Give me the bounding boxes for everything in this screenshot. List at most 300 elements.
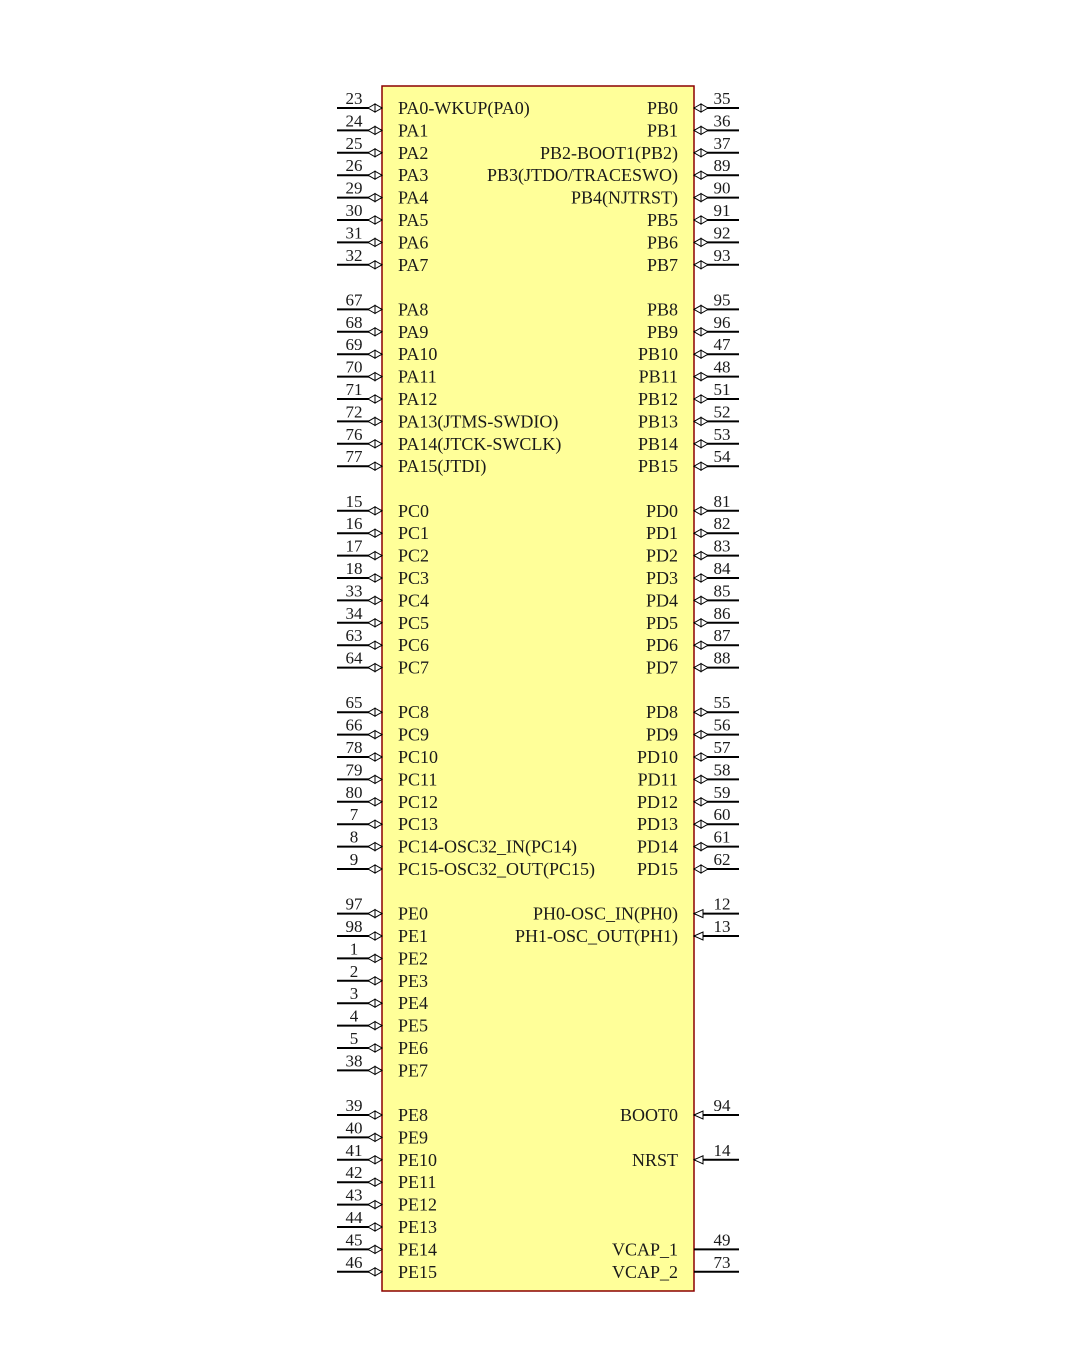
pin-output-arrow-icon bbox=[368, 641, 375, 649]
pin-name: PD13 bbox=[636, 814, 678, 835]
pin-input-arrow-icon bbox=[694, 619, 701, 627]
pin-number: 54 bbox=[713, 447, 731, 467]
pin-input-arrow-icon bbox=[375, 529, 382, 537]
pin-input-arrow-icon bbox=[375, 1066, 382, 1074]
pin-output-arrow-icon bbox=[368, 261, 375, 269]
pin-number: 89 bbox=[713, 156, 731, 176]
pin-number: 36 bbox=[713, 111, 731, 131]
pin-name: PA6 bbox=[398, 232, 429, 253]
pin-input-arrow-icon bbox=[375, 1201, 382, 1209]
pin-output-arrow-icon bbox=[701, 171, 708, 179]
pin-number: 49 bbox=[713, 1230, 731, 1250]
pin-name: PB0 bbox=[646, 98, 678, 118]
pin-number: 94 bbox=[713, 1096, 731, 1115]
pin-input-arrow-icon bbox=[694, 552, 701, 560]
pin-input-arrow-icon bbox=[375, 932, 382, 940]
pin-output-arrow-icon bbox=[368, 126, 375, 134]
pin-output-arrow-icon bbox=[368, 619, 375, 627]
pin-name: PC6 bbox=[398, 635, 430, 656]
pin-name: PE12 bbox=[398, 1194, 438, 1215]
pin-output-arrow-icon bbox=[368, 1223, 375, 1231]
pin-number: 56 bbox=[713, 715, 731, 735]
pin-input-arrow-icon bbox=[375, 1245, 382, 1253]
pin-name: PD5 bbox=[645, 612, 678, 633]
pin-input-arrow-icon bbox=[694, 507, 701, 515]
pin-output-arrow-icon bbox=[701, 865, 708, 873]
pin-number: 73 bbox=[713, 1252, 731, 1272]
pin-input-arrow-icon bbox=[375, 1178, 382, 1186]
pin-name: PH0-OSC_IN(PH0) bbox=[532, 903, 678, 924]
pin-input-arrow-icon bbox=[694, 1156, 703, 1164]
pin-output-arrow-icon bbox=[368, 1178, 375, 1186]
pin-output-arrow-icon bbox=[701, 373, 708, 381]
pin-input-arrow-icon bbox=[375, 1044, 382, 1052]
pin-name: PA8 bbox=[398, 299, 429, 320]
pin-input-arrow-icon bbox=[694, 641, 701, 649]
pin-input-arrow-icon bbox=[694, 865, 701, 873]
pin-input-arrow-icon bbox=[375, 552, 382, 560]
pin-number: 12 bbox=[713, 894, 731, 914]
pin-output-arrow-icon bbox=[368, 171, 375, 179]
pin-output-arrow-icon bbox=[368, 798, 375, 806]
pin-number: 42 bbox=[345, 1163, 363, 1183]
pin-number: 84 bbox=[713, 559, 731, 578]
pin-input-arrow-icon bbox=[375, 910, 382, 918]
pin-name: PC11 bbox=[398, 769, 438, 790]
pin-name: PB4(NJTRST) bbox=[570, 187, 678, 208]
pin-name: PE1 bbox=[398, 926, 429, 946]
pin-output-arrow-icon bbox=[368, 596, 375, 604]
pin-name: PB2-BOOT1(PB2) bbox=[539, 142, 678, 163]
pin-number: 67 bbox=[345, 290, 363, 310]
pin-output-arrow-icon bbox=[701, 731, 708, 739]
pin-output-arrow-icon bbox=[368, 843, 375, 851]
pin-output-arrow-icon bbox=[368, 999, 375, 1007]
pin-output-arrow-icon bbox=[701, 798, 708, 806]
pin-name: PB13 bbox=[637, 411, 678, 432]
pin-number: 34 bbox=[345, 603, 363, 623]
pin-name: PA4 bbox=[398, 187, 429, 208]
pin-input-arrow-icon bbox=[375, 708, 382, 716]
pin-number: 82 bbox=[713, 514, 731, 534]
pin-output-arrow-icon bbox=[368, 462, 375, 470]
pin-input-arrow-icon bbox=[375, 104, 382, 112]
pin-output-arrow-icon bbox=[368, 373, 375, 381]
pin-output-arrow-icon bbox=[368, 664, 375, 672]
pin-number: 61 bbox=[713, 827, 731, 847]
pin-input-arrow-icon bbox=[375, 417, 382, 425]
pin-name: VCAP_2 bbox=[611, 1261, 678, 1282]
pin-number: 70 bbox=[345, 357, 363, 377]
pin-number: 17 bbox=[345, 536, 363, 556]
pin-output-arrow-icon bbox=[701, 417, 708, 425]
pin-output-arrow-icon bbox=[368, 238, 375, 246]
pin-output-arrow-icon bbox=[368, 977, 375, 985]
pin-number: 18 bbox=[345, 559, 363, 578]
pin-name: PD8 bbox=[645, 702, 678, 723]
pin-number: 46 bbox=[345, 1252, 363, 1272]
pin-number: 37 bbox=[713, 133, 731, 153]
pin-output-arrow-icon bbox=[701, 753, 708, 761]
pin-number: 47 bbox=[713, 335, 731, 355]
pin-input-arrow-icon bbox=[375, 843, 382, 851]
pin-output-arrow-icon bbox=[368, 1133, 375, 1141]
pin-name: PE11 bbox=[398, 1172, 437, 1193]
pin-number: 24 bbox=[345, 111, 363, 131]
pin-name: PC10 bbox=[398, 747, 439, 767]
pin-name: NRST bbox=[631, 1149, 678, 1170]
pin-name: PA5 bbox=[398, 210, 429, 230]
pin-number: 48 bbox=[713, 357, 731, 377]
pin-name: PA2 bbox=[398, 142, 429, 163]
pin-output-arrow-icon bbox=[701, 305, 708, 313]
pin-name: PC15-OSC32_OUT(PC15) bbox=[398, 859, 596, 879]
pin-input-arrow-icon bbox=[694, 843, 701, 851]
pin-output-arrow-icon bbox=[368, 440, 375, 448]
pin-output-arrow-icon bbox=[368, 1066, 375, 1074]
pin-input-arrow-icon bbox=[375, 977, 382, 985]
pin-input-arrow-icon bbox=[375, 373, 382, 381]
pin-output-arrow-icon bbox=[368, 865, 375, 873]
pin-output-arrow-icon bbox=[368, 910, 375, 918]
pin-number: 33 bbox=[345, 581, 363, 601]
pin-name: PA13(JTMS-SWDIO) bbox=[398, 411, 559, 432]
pin-output-arrow-icon bbox=[701, 104, 708, 112]
pin-number: 44 bbox=[345, 1208, 363, 1227]
pin-name: PD0 bbox=[645, 500, 678, 521]
pin-input-arrow-icon bbox=[375, 261, 382, 269]
pin-number: 71 bbox=[345, 380, 363, 399]
pin-input-arrow-icon bbox=[375, 820, 382, 828]
pin-input-arrow-icon bbox=[375, 664, 382, 672]
pin-name: PD10 bbox=[636, 747, 678, 767]
pin-number: 25 bbox=[345, 133, 363, 153]
pin-number: 9 bbox=[349, 850, 359, 869]
pin-number: 15 bbox=[345, 491, 363, 511]
pin-input-arrow-icon bbox=[375, 328, 382, 336]
pin-name: PC1 bbox=[398, 523, 430, 544]
pin-input-arrow-icon bbox=[375, 596, 382, 604]
pin-input-arrow-icon bbox=[375, 440, 382, 448]
pin-output-arrow-icon bbox=[701, 843, 708, 851]
pin-number: 69 bbox=[345, 335, 363, 355]
pin-input-arrow-icon bbox=[375, 395, 382, 403]
pin-number: 51 bbox=[713, 380, 731, 399]
pin-number: 32 bbox=[345, 245, 363, 265]
pin-output-arrow-icon bbox=[368, 194, 375, 202]
pin-output-arrow-icon bbox=[701, 507, 708, 515]
pin-number: 39 bbox=[345, 1096, 363, 1115]
pin-input-arrow-icon bbox=[694, 216, 701, 224]
pin-output-arrow-icon bbox=[368, 731, 375, 739]
pin-output-arrow-icon bbox=[368, 775, 375, 783]
pin-number: 14 bbox=[713, 1140, 731, 1160]
pin-number: 53 bbox=[713, 424, 731, 444]
pin-input-arrow-icon bbox=[694, 194, 701, 202]
pin-input-arrow-icon bbox=[375, 462, 382, 470]
pin-input-arrow-icon bbox=[694, 910, 703, 918]
pin-input-arrow-icon bbox=[694, 775, 701, 783]
pin-number: 76 bbox=[345, 424, 363, 444]
pin-number: 77 bbox=[345, 447, 363, 467]
pin-number: 43 bbox=[345, 1185, 363, 1205]
pin-input-arrow-icon bbox=[694, 731, 701, 739]
pin-output-arrow-icon bbox=[368, 1111, 375, 1119]
pin-number: 30 bbox=[345, 201, 363, 220]
pin-output-arrow-icon bbox=[701, 664, 708, 672]
pin-number: 87 bbox=[713, 626, 731, 646]
pin-input-arrow-icon bbox=[375, 1223, 382, 1231]
pin-input-arrow-icon bbox=[694, 373, 701, 381]
pin-input-arrow-icon bbox=[375, 1022, 382, 1030]
pin-input-arrow-icon bbox=[694, 596, 701, 604]
pin-name: PC9 bbox=[398, 724, 430, 745]
pin-name: PA9 bbox=[398, 321, 429, 342]
pin-name: PB12 bbox=[637, 389, 678, 409]
pin-number: 68 bbox=[345, 312, 363, 332]
pin-input-arrow-icon bbox=[694, 261, 701, 269]
pin-name: PE13 bbox=[398, 1217, 438, 1237]
pin-number: 83 bbox=[713, 536, 731, 556]
pin-name: PB6 bbox=[646, 232, 678, 253]
pin-input-arrow-icon bbox=[375, 126, 382, 134]
pin-input-arrow-icon bbox=[694, 440, 701, 448]
pin-input-arrow-icon bbox=[694, 417, 701, 425]
pin-number: 41 bbox=[345, 1140, 363, 1160]
pin-number: 93 bbox=[713, 245, 731, 265]
pin-output-arrow-icon bbox=[368, 1268, 375, 1276]
pin-output-arrow-icon bbox=[701, 238, 708, 246]
pin-input-arrow-icon bbox=[375, 194, 382, 202]
pin-output-arrow-icon bbox=[701, 261, 708, 269]
pin-input-arrow-icon bbox=[375, 149, 382, 157]
pin-number: 90 bbox=[713, 178, 731, 198]
pin-output-arrow-icon bbox=[701, 126, 708, 134]
pin-name: PD12 bbox=[636, 791, 678, 812]
pin-name: PA11 bbox=[398, 366, 437, 387]
pin-number: 97 bbox=[345, 894, 363, 914]
pin-input-arrow-icon bbox=[375, 1111, 382, 1119]
pin-output-arrow-icon bbox=[701, 149, 708, 157]
pin-name: PE14 bbox=[398, 1239, 438, 1260]
pin-number: 58 bbox=[713, 760, 731, 780]
pin-output-arrow-icon bbox=[368, 1044, 375, 1052]
pin-output-arrow-icon bbox=[368, 574, 375, 582]
pin-name: PA1 bbox=[398, 120, 429, 141]
pin-number: 16 bbox=[345, 514, 363, 534]
pin-name: PE9 bbox=[398, 1127, 429, 1148]
pin-name: PA0-WKUP(PA0) bbox=[398, 98, 530, 118]
pin-number: 60 bbox=[713, 805, 731, 825]
pin-name: PE0 bbox=[398, 903, 429, 924]
pin-name: PE6 bbox=[398, 1038, 429, 1058]
pin-number: 98 bbox=[345, 917, 363, 936]
pin-name: PB8 bbox=[646, 299, 678, 320]
pin-name: PE5 bbox=[398, 1015, 429, 1036]
pin-input-arrow-icon bbox=[694, 462, 701, 470]
pin-number: 52 bbox=[713, 402, 731, 422]
pin-name: PE8 bbox=[398, 1105, 429, 1125]
pin-output-arrow-icon bbox=[368, 350, 375, 358]
pin-number: 88 bbox=[713, 648, 731, 668]
pin-name: PD15 bbox=[636, 859, 678, 879]
pin-input-arrow-icon bbox=[375, 999, 382, 1007]
pin-name: PC3 bbox=[398, 568, 430, 588]
pin-name: VCAP_1 bbox=[611, 1239, 678, 1260]
pin-name: PD14 bbox=[636, 836, 678, 857]
pin-name: PD3 bbox=[645, 568, 678, 588]
pin-name: PC12 bbox=[398, 791, 439, 812]
pin-name: PB15 bbox=[637, 456, 678, 477]
pin-input-arrow-icon bbox=[694, 171, 701, 179]
pin-name: PD11 bbox=[637, 769, 678, 790]
pin-number: 38 bbox=[345, 1051, 363, 1071]
pin-input-arrow-icon bbox=[375, 619, 382, 627]
pin-number: 80 bbox=[345, 782, 363, 802]
pin-name: PE4 bbox=[398, 993, 429, 1014]
pin-output-arrow-icon bbox=[368, 753, 375, 761]
pin-name: PC13 bbox=[398, 814, 439, 835]
pin-input-arrow-icon bbox=[694, 328, 701, 336]
pin-input-arrow-icon bbox=[694, 104, 701, 112]
pin-name: PD6 bbox=[645, 635, 678, 656]
pin-number: 79 bbox=[345, 760, 363, 780]
pin-name: PC8 bbox=[398, 702, 430, 723]
pin-number: 35 bbox=[713, 89, 731, 108]
pin-input-arrow-icon bbox=[375, 1268, 382, 1276]
pin-name: PD7 bbox=[645, 657, 678, 678]
pin-name: PC14-OSC32_IN(PC14) bbox=[398, 836, 578, 857]
pin-name: PB1 bbox=[646, 120, 678, 141]
pin-output-arrow-icon bbox=[701, 775, 708, 783]
pin-input-arrow-icon bbox=[694, 932, 703, 940]
pin-number: 13 bbox=[713, 917, 731, 936]
pin-output-arrow-icon bbox=[701, 328, 708, 336]
pin-number: 92 bbox=[713, 223, 731, 243]
pin-name: BOOT0 bbox=[620, 1105, 678, 1125]
pin-number: 91 bbox=[713, 201, 731, 220]
pin-output-arrow-icon bbox=[368, 954, 375, 962]
pin-number: 31 bbox=[345, 223, 363, 243]
pin-number: 66 bbox=[345, 715, 363, 735]
pin-output-arrow-icon bbox=[701, 619, 708, 627]
pin-name: PH1-OSC_OUT(PH1) bbox=[514, 926, 678, 946]
pin-number: 45 bbox=[345, 1230, 363, 1250]
pin-number: 5 bbox=[349, 1029, 359, 1048]
pin-output-arrow-icon bbox=[368, 932, 375, 940]
pin-input-arrow-icon bbox=[375, 1133, 382, 1141]
pin-output-arrow-icon bbox=[368, 417, 375, 425]
pin-input-arrow-icon bbox=[375, 216, 382, 224]
pin-output-arrow-icon bbox=[701, 395, 708, 403]
pin-number: 63 bbox=[345, 626, 363, 646]
pin-output-arrow-icon bbox=[701, 194, 708, 202]
pin-output-arrow-icon bbox=[701, 641, 708, 649]
pin-input-arrow-icon bbox=[375, 775, 382, 783]
pin-name: PD2 bbox=[645, 545, 678, 566]
pin-number: 72 bbox=[345, 402, 363, 422]
pin-name: PB7 bbox=[646, 254, 678, 275]
pin-output-arrow-icon bbox=[368, 1245, 375, 1253]
pin-name: PA3 bbox=[398, 165, 429, 186]
pin-output-arrow-icon bbox=[368, 507, 375, 515]
pin-output-arrow-icon bbox=[701, 596, 708, 604]
pin-input-arrow-icon bbox=[375, 574, 382, 582]
pin-name: PC5 bbox=[398, 612, 430, 633]
pin-input-arrow-icon bbox=[694, 395, 701, 403]
pin-number: 96 bbox=[713, 312, 731, 332]
pin-name: PE10 bbox=[398, 1149, 438, 1170]
pin-name: PA10 bbox=[398, 344, 438, 365]
pin-input-arrow-icon bbox=[694, 350, 701, 358]
pin-input-arrow-icon bbox=[375, 350, 382, 358]
pin-input-arrow-icon bbox=[694, 529, 701, 537]
pin-input-arrow-icon bbox=[375, 238, 382, 246]
pin-input-arrow-icon bbox=[694, 149, 701, 157]
pin-name: PB14 bbox=[637, 433, 678, 454]
pin-number: 85 bbox=[713, 581, 731, 601]
pin-name: PB11 bbox=[638, 366, 678, 387]
pin-input-arrow-icon bbox=[694, 574, 701, 582]
pin-output-arrow-icon bbox=[368, 552, 375, 560]
pin-input-arrow-icon bbox=[375, 798, 382, 806]
pin-output-arrow-icon bbox=[368, 104, 375, 112]
pin-input-arrow-icon bbox=[694, 126, 701, 134]
pin-number: 86 bbox=[713, 603, 731, 623]
pin-number: 78 bbox=[345, 738, 363, 757]
pin-name: PA7 bbox=[398, 254, 429, 275]
pin-number: 29 bbox=[345, 178, 363, 198]
pin-number: 26 bbox=[345, 156, 363, 176]
pin-output-arrow-icon bbox=[368, 1156, 375, 1164]
pin-name: PE7 bbox=[398, 1060, 429, 1081]
pin-number: 3 bbox=[349, 984, 359, 1004]
pin-name: PA14(JTCK-SWCLK) bbox=[398, 433, 562, 454]
pin-output-arrow-icon bbox=[701, 529, 708, 537]
pin-number: 1 bbox=[349, 939, 359, 959]
pin-output-arrow-icon bbox=[368, 820, 375, 828]
pin-output-arrow-icon bbox=[368, 149, 375, 157]
pin-number: 59 bbox=[713, 782, 731, 802]
pin-name: PA15(JTDI) bbox=[398, 456, 487, 477]
pin-input-arrow-icon bbox=[694, 238, 701, 246]
pin-number: 55 bbox=[713, 693, 731, 713]
pin-number: 40 bbox=[345, 1118, 363, 1138]
pin-name: PC7 bbox=[398, 657, 430, 678]
pin-name: PB3(JTDO/TRACESWO) bbox=[486, 165, 678, 186]
pin-output-arrow-icon bbox=[368, 529, 375, 537]
pin-output-arrow-icon bbox=[368, 1022, 375, 1030]
pin-input-arrow-icon bbox=[694, 798, 701, 806]
pin-number: 64 bbox=[345, 648, 363, 668]
pin-input-arrow-icon bbox=[694, 753, 701, 761]
pin-name: PB5 bbox=[646, 210, 678, 230]
pin-name: PD1 bbox=[645, 523, 678, 544]
pin-input-arrow-icon bbox=[375, 641, 382, 649]
pin-number: 7 bbox=[349, 805, 359, 825]
pin-output-arrow-icon bbox=[701, 708, 708, 716]
pin-input-arrow-icon bbox=[375, 954, 382, 962]
pin-number: 2 bbox=[349, 961, 359, 981]
pin-number: 81 bbox=[713, 491, 731, 511]
pin-output-arrow-icon bbox=[701, 574, 708, 582]
pin-number: 8 bbox=[349, 827, 359, 847]
pin-number: 65 bbox=[345, 693, 363, 713]
pin-number: 23 bbox=[345, 89, 363, 108]
pin-input-arrow-icon bbox=[375, 305, 382, 313]
pin-output-arrow-icon bbox=[368, 305, 375, 313]
pin-input-arrow-icon bbox=[694, 664, 701, 672]
